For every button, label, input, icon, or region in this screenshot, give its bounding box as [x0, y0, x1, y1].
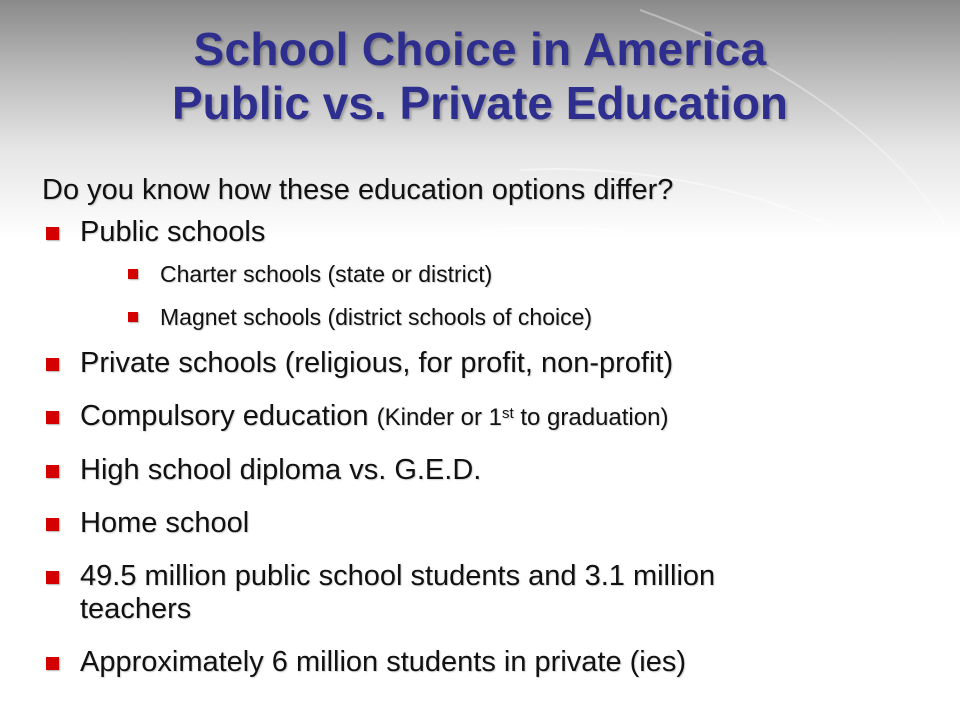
slide-body [42, 170, 922, 699]
title-line-1: School Choice in America [193, 23, 767, 75]
title-line-2: Public vs. Private Education [171, 77, 789, 129]
bullet-icon [128, 312, 138, 322]
bullet-student-counts [42, 560, 922, 626]
bullet-text: Compulsory education [80, 400, 369, 432]
bullet-icon [46, 358, 59, 371]
bullet-text-paren [377, 404, 669, 431]
bullet-text: Approximately 6 million students in private (ies) [80, 646, 687, 678]
bullet-icon [46, 518, 59, 531]
bullet-text: Magnet schools (district schools of choice) [160, 304, 593, 330]
bullet-icon [46, 465, 59, 478]
bullet-text-line-1: 49.5 million public school students and 3.1 million [80, 560, 716, 592]
bullet-text: High school diploma vs. G.E.D. [80, 454, 482, 486]
paren-end: to graduation) [513, 404, 669, 431]
bullet-icon [128, 269, 138, 279]
bullet-text: Charter schools (state or district) [160, 261, 493, 287]
bullet-text-line-2: teachers [80, 593, 192, 625]
bullet-icon [46, 411, 59, 424]
bullet-private-count [42, 646, 922, 679]
sub-bullet-list [80, 261, 922, 330]
bullet-diploma [42, 454, 922, 487]
bullet-text: Private schools (religious, for profit, non-profit) [80, 347, 674, 379]
bullet-magnet-schools [122, 304, 922, 330]
ordinal-suffix: st [502, 405, 514, 422]
paren-start: (Kinder or 1 [376, 404, 502, 431]
bullet-icon [46, 657, 59, 670]
bullet-private-schools [42, 347, 922, 380]
slide-title [0, 22, 960, 130]
bullet-charter-schools [122, 261, 922, 287]
bullet-icon [46, 571, 59, 584]
bullet-text: Public schools [80, 216, 266, 248]
bullet-compulsory-education [42, 400, 922, 434]
bullet-icon [46, 227, 59, 240]
intro-text: Do you know how these education options differ? [42, 174, 674, 206]
bullet-text: Home school [80, 507, 250, 539]
bullet-home-school [42, 507, 922, 540]
bullet-list [42, 216, 922, 679]
bullet-public-schools [42, 216, 922, 330]
